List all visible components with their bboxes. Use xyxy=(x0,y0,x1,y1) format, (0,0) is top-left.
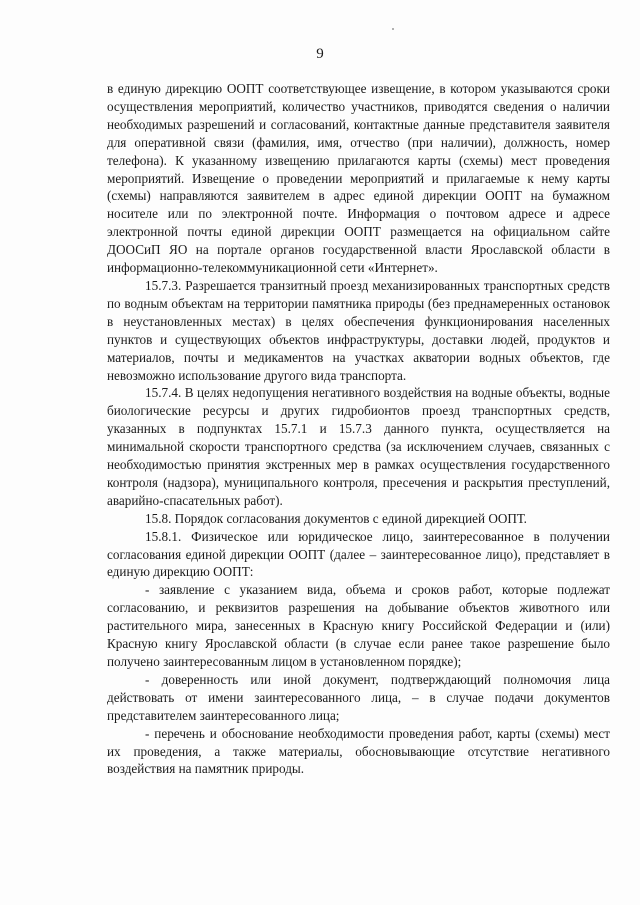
scan-speck xyxy=(392,28,394,30)
document-body xyxy=(107,80,610,778)
paragraph-15-8-1: 15.8.1. Физическое или юридическое лицо, заинтересованное в получении согласования единой дирекции ООПТ (далее – заинтересованное лицо), представляет в единую дирекцию ООПТ: xyxy=(107,528,610,580)
list-item-power-of-attorney: - доверенность или иной документ, подтверждающий полномочия лица действовать от имени заинтересованного лица, – в случае подачи документов представителем заинтересованного лица; xyxy=(107,671,610,723)
paragraph-notice-continuation: в единую дирекцию ООПТ соответствующее извещение, в котором указываются сроки осуществления мероприятий, количество участников, приводятся сведения о наличии необходимых разрешений и согласований, контактные данные представителя заявителя для оперативной связи (фамилия, имя, отчество (при наличии), должность, номер телефона). К указанному извещению прилагаются карты (схемы) мест проведения мероприятий. Извещение о проведении мероприятий и прилагаемые к нему карты (схемы) направляются заявителем в адрес единой дирекции ООПТ на бумажном носителе или по электронной почте. Информация о почтовом адресе и адресе электронной почты единой дирекции ООПТ размещается на официальном сайте ДООСиП ЯО на портале органов государственной власти Ярославской области в информационно-телекоммуникационной сети «Интернет». xyxy=(107,81,610,276)
list-item-justification: - перечень и обоснование необходимости проведения работ, карты (схемы) мест их проведения, а также материалы, обосновывающие отсутствие негативного воздействия на памятник природы. xyxy=(107,725,610,777)
paragraph-15-8: 15.8. Порядок согласования документов с единой дирекцией ООПТ. xyxy=(145,510,527,526)
paragraph-15-7-3: 15.7.3. Разрешается транзитный проезд механизированных транспортных средств по водным объектам на территории памятника природы (без преднамеренных остановок в неустановленных местах) в целях обеспечения функционирования населенных пунктов и существующих объектов инфраструктуры, доставки людей, продуктов и материалов, почты и медикаментов на участках акватории водных объектов, где невозможно использование другого вида транспорта. xyxy=(107,277,610,383)
paragraph-15-7-4: 15.7.4. В целях недопущения негативного воздействия на водные объекты, водные биологические ресурсы и других гидробионтов проезд транспортных средств, указанных в подпунктах 15.7.1 и 15.7.3 данного пункта, осуществляется на минимальной скорости транспортного средства (за исключением случаев, связанных с необходимостью принятия экстренных мер в рамках осуществления государственного контроля (надзора), муниципального контроля, пресечения и раскрытия преступлений, аварийно-спасательных работ). xyxy=(107,385,610,508)
page-number: 9 xyxy=(316,46,324,62)
list-item-application: - заявление с указанием вида, объема и сроков работ, которые подлежат согласованию, и реквизитов разрешения на добывание объектов животного или растительного мира, занесенных в Красную книгу Российской Федерации и (или) Красную книгу Ярославской области (в случае если ранее такое разрешение было получено заинтересованным лицом в установленном порядке); xyxy=(107,582,610,669)
